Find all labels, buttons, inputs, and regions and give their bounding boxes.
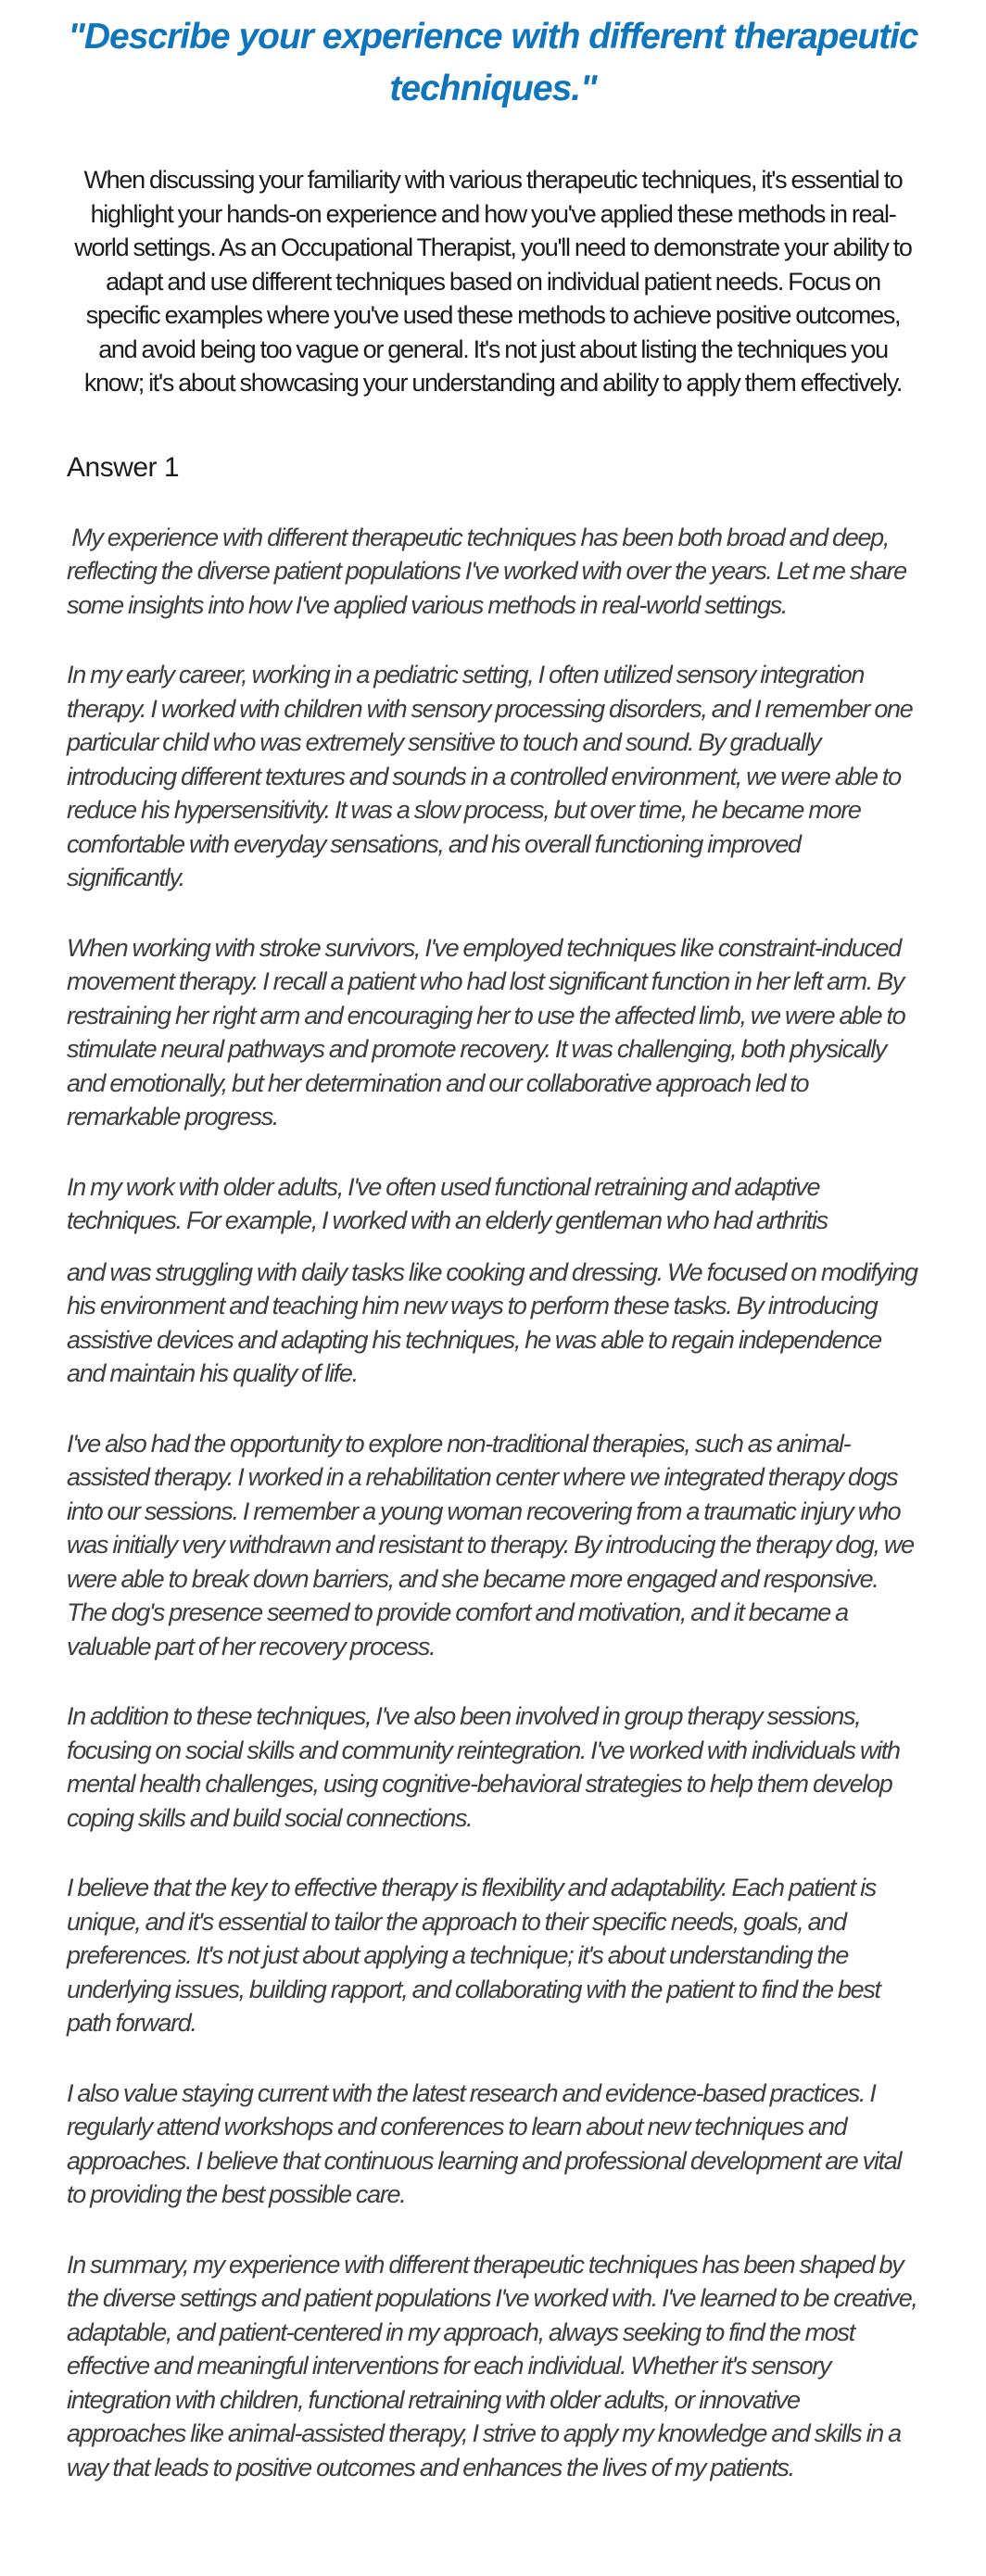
question-title: "Describe your experience with different therapeutic techniques." (68, 17, 918, 108)
answer-paragraph: In my work with older adults, I've often used functional retraining and adaptive techniques. For example, I worked with an elderly gentleman who had arthritis (67, 1172, 828, 1234)
answer-paragraph: and was struggling with daily tasks like cooking and dressing. We focused on modifying his environment and teaching him new ways to perform these tasks. By introducing assistive devices and adapting his techniques, he was able to regain independence and maintain his quality of life. (67, 1257, 922, 1387)
answer-paragraph: My experience with different therapeutic techniques has been both broad and deep, reflecting the diverse patient populations I've worked with over the years. Let me share some insights into how I've applied various methods in real-world settings. (67, 523, 912, 619)
answer-paragraph: In summary, my experience with different therapeutic techniques has been shaped by the diverse settings and patient populations I've worked with. I've learned to be creative, adaptable, and patient-centered in my approach, always seeking to find the most effective and meaningful interventions for each individual. Whether it's sensory integration with children, functional retraining with older adults, or innovative approaches like animal-assisted therapy, I strive to apply my knowledge and skills in a way that leads to positive outcomes and enhances the lives of my patients. (67, 2250, 922, 2481)
answer-heading: Answer 1 (67, 451, 180, 483)
answer-paragraph: I've also had the opportunity to explore non-traditional therapies, such as animal-assisted therapy. I worked in a rehabilitation center where we integrated therapy dogs into our sessions. I remember a young woman recovering from a traumatic injury who was initially very withdrawn and resistant to therapy. By introducing the therapy dog, we were able to break down barriers, and she became more engaged and responsive. The dog's presence seemed to provide comfort and motivation, and it became a valuable part of her recovery process. (67, 1429, 919, 1661)
answer-paragraph: I also value staying current with the latest research and evidence-based practices. I regularly attend workshops and conferences to learn about new techniques and approaches. I believe that continuous learning and professional development are vital to providing the best possible care. (67, 2078, 906, 2208)
answer-paragraph: In my early career, working in a pediatric setting, I often utilized sensory integration therapy. I worked with children with sensory processing disorders, and I remember one particular child who was extremely sensitive to touch and sound. By gradually introducing different textures and sounds in a controlled environment, we were able to reduce his hypersensitivity. It was a slow process, but over time, he became more comfortable with everyday sensations, and his overall functioning improved significantly. (67, 661, 917, 891)
answer-paragraph: I believe that the key to effective therapy is flexibility and adaptability. Each patient is unique, and it's essential to tailor the approach to their specific needs, goals, and preferences. It's not just about applying a technique; it's about understanding the underlying issues, building rapport, and collaborating with the patient to find the best path forward. (67, 1874, 885, 2037)
answer-paragraph: In addition to these techniques, I've also been involved in group therapy sessions, focusing on social skills and community reintegration. I've worked with individuals with mental health challenges, using cognitive-behavioral strategies to help them develop coping skills and build social connections. (67, 1702, 904, 1832)
answer-paragraph: When working with stroke survivors, I've employed techniques like constraint-induced movement therapy. I recall a patient who had lost significant function in her left arm. By restraining her right arm and encouraging her to use the affected limb, we were able to stimulate neural pathways and promote recovery. It was challenging, both physically and emotionally, but her determination and our collaborative approach led to remarkable progress. (67, 933, 910, 1130)
intro-paragraph: When discussing your familiarity with various therapeutic techniques, it's essential to highlight your hands-on experience and how you've applied these methods in real-world settings. As an Occupational Therapist, you'll need to demonstrate your ability to adapt and use different techniques based on individual patient needs. Focus on specific examples where you've used these methods to achieve positive outcomes, and avoid being too vague or general. It's not just about listing the techniques you know; it's about showcasing your understanding and ability to apply them effectively. (74, 166, 916, 397)
answer-body (67, 521, 922, 2485)
